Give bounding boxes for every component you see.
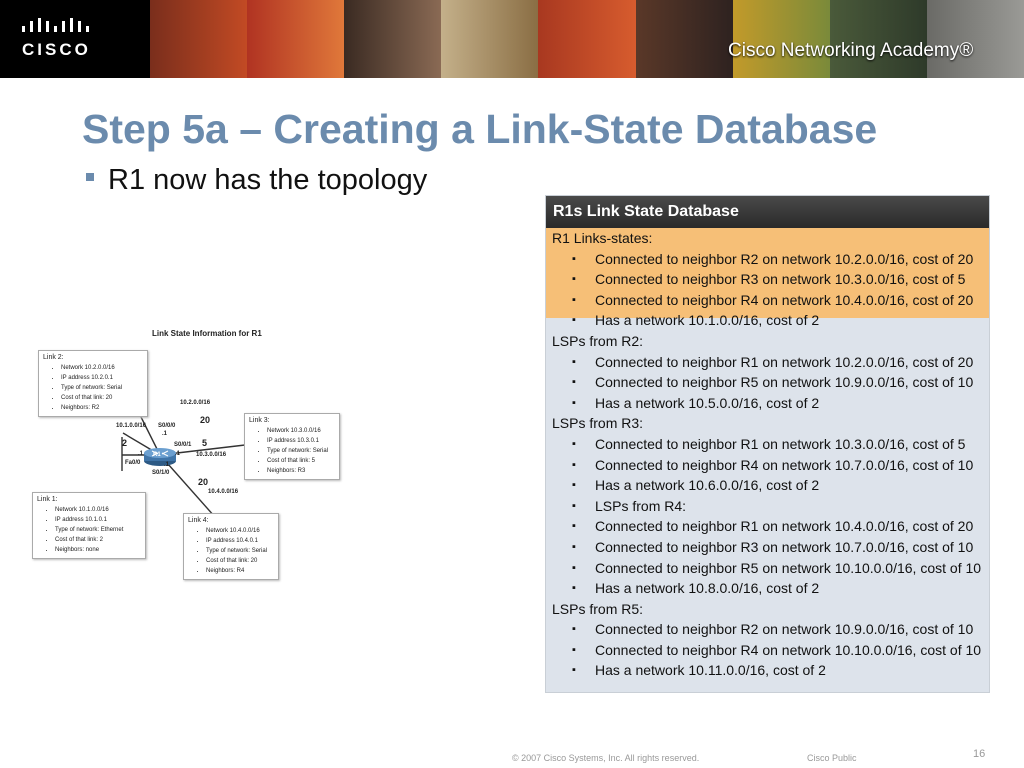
address-label: .1 [162, 431, 168, 437]
cisco-logo [0, 0, 150, 78]
link-item: • Type of network: Serial [61, 383, 143, 393]
lsdb-section-heading: LSPs from R2: [552, 332, 644, 349]
cisco-bars-icon [22, 18, 92, 36]
link-cost: 2 [122, 438, 128, 448]
link-2-box [38, 350, 148, 417]
interface-label: S0/0/1 [174, 442, 192, 448]
lsdb-entry: ▪ Has a network 10.6.0.0/16, cost of 2 [546, 475, 989, 496]
lsdb-entry: ▪ Connected to neighbor R2 on network 10.2.0.0/16, cost of 20 [546, 249, 989, 270]
slide-title: Step 5a – Creating a Link-State Database [82, 106, 878, 152]
lsdb-entry: ▪ Connected to neighbor R4 on network 10.10.0.0/16, cost of 10 [546, 640, 989, 661]
lsdb-entry: ▪ Connected to neighbor R4 on network 10.4.0.0/16, cost of 20 [546, 290, 989, 311]
link-label: Link 3: [249, 417, 270, 424]
link-item: • Type of network: Ethernet [55, 525, 141, 535]
lsdb-entry: ▪ Connected to neighbor R2 on network 10.9.0.0/16, cost of 10 [546, 619, 989, 640]
network-label: 10.2.0.0/16 [180, 400, 211, 406]
lsdb-entry: ▪ Has a network 10.8.0.0/16, cost of 2 [546, 578, 989, 599]
link-label: Link 4: [188, 517, 209, 524]
page-number: 16 [973, 748, 986, 760]
lsdb-entry: ▪ Has a network 10.5.0.0/16, cost of 2 [546, 393, 989, 414]
lsdb-entry: ▪ Connected to neighbor R4 on network 10.7.0.0/16, cost of 10 [546, 455, 989, 476]
address-label: .1 [175, 451, 181, 457]
link-3-box [244, 413, 340, 480]
link-item: • Neighbors: R2 [61, 403, 143, 413]
link-item: • Type of network: Serial [267, 446, 335, 456]
link-cost: 20 [200, 415, 211, 425]
diagram-title: Link State Information for R1 [152, 329, 262, 338]
link-item: • Network 10.2.0.0/16 [61, 363, 143, 373]
link-1-box [32, 492, 146, 559]
link-item: • Network 10.3.0.0/16 [267, 426, 335, 436]
link-4-box [183, 513, 279, 580]
interface-label: Fa0/0 [125, 460, 141, 466]
lsdb-entry: ▪ Connected to neighbor R1 on network 10.3.0.0/16, cost of 5 [546, 434, 989, 455]
header-banner [0, 0, 1024, 78]
lsdb-title: R1s Link State Database [546, 196, 989, 228]
lsdb-entry: ▪ Has a network 10.1.0.0/16, cost of 2 [546, 310, 989, 331]
link-label: Link 1: [37, 496, 58, 503]
link-cost: 5 [202, 438, 208, 448]
lsdb-entry: ▪ Connected to neighbor R3 on network 10.3.0.0/16, cost of 5 [546, 269, 989, 290]
link-item: • IP address 10.3.0.1 [267, 436, 335, 446]
link-item: • Network 10.1.0.0/16 [55, 505, 141, 515]
lsdb-section-heading: LSPs from R5: [552, 600, 644, 617]
lsdb-panel [545, 195, 990, 693]
link-label: Link 2: [43, 354, 64, 361]
address-label: .1 [164, 462, 170, 468]
lsdb-section-heading: R1 Links-states: [552, 230, 653, 246]
lsdb-entry: ▪ Connected to neighbor R5 on network 10.9.0.0/16, cost of 10 [546, 372, 989, 393]
link-item: • Cost of that link: 20 [61, 393, 143, 403]
network-label: 10.3.0.0/16 [196, 452, 227, 458]
link-item: • Cost of that link: 20 [206, 556, 274, 566]
bullet-square-icon [86, 173, 94, 181]
lsdb-entry: ▪ Connected to neighbor R5 on network 10.10.0.0/16, cost of 10 [546, 558, 989, 579]
lsdb-rows [546, 228, 989, 681]
link-item: • Neighbors: R3 [267, 466, 335, 476]
link-item: • IP address 10.2.0.1 [61, 373, 143, 383]
copyright: © 2007 Cisco Systems, Inc. All rights reserved. [512, 753, 700, 763]
link-item: • Type of network: Serial [206, 546, 274, 556]
lsdb-entry: ▪ Connected to neighbor R1 on network 10.2.0.0/16, cost of 20 [546, 352, 989, 373]
link-item: • Cost of that link: 2 [55, 535, 141, 545]
lsdb-entry: ▪ Connected to neighbor R3 on network 10.7.0.0/16, cost of 10 [546, 537, 989, 558]
link-cost: 20 [198, 477, 209, 487]
lsdb-section-heading: LSPs from R3: [552, 415, 644, 432]
link-item: • Neighbors: none [55, 545, 141, 555]
link-item: • IP address 10.1.0.1 [55, 515, 141, 525]
router-label: R1 [153, 452, 161, 458]
networking-academy-brand: Cisco Networking Academy® [728, 40, 974, 61]
network-label: 10.1.0.0/16 [116, 423, 147, 429]
link-item: • Cost of that link: 5 [267, 456, 335, 466]
lsdb-entry: ▪ Connected to neighbor R1 on network 10.4.0.0/16, cost of 20 [546, 516, 989, 537]
classification: Cisco Public [807, 753, 857, 763]
bullet-text: R1 now has the topology [108, 164, 428, 196]
link-item: • IP address 10.4.0.1 [206, 536, 274, 546]
network-label: 10.4.0.0/16 [208, 489, 239, 495]
link-item: • Neighbors: R4 [206, 566, 274, 576]
interface-label: S0/0/0 [158, 423, 176, 429]
link-item: • Network 10.4.0.0/16 [206, 526, 274, 536]
interface-label: S0/1/0 [152, 470, 170, 476]
lsdb-entry: ▪ Has a network 10.11.0.0/16, cost of 2 [546, 660, 989, 681]
topology-diagram [30, 325, 350, 590]
lsdb-entry: ▪ LSPs from R4: [546, 496, 989, 517]
logo-text: CISCO [22, 40, 91, 59]
slide-bullet [86, 164, 427, 197]
address-label: .1 [138, 451, 144, 457]
header-photo-strip [150, 0, 1024, 78]
